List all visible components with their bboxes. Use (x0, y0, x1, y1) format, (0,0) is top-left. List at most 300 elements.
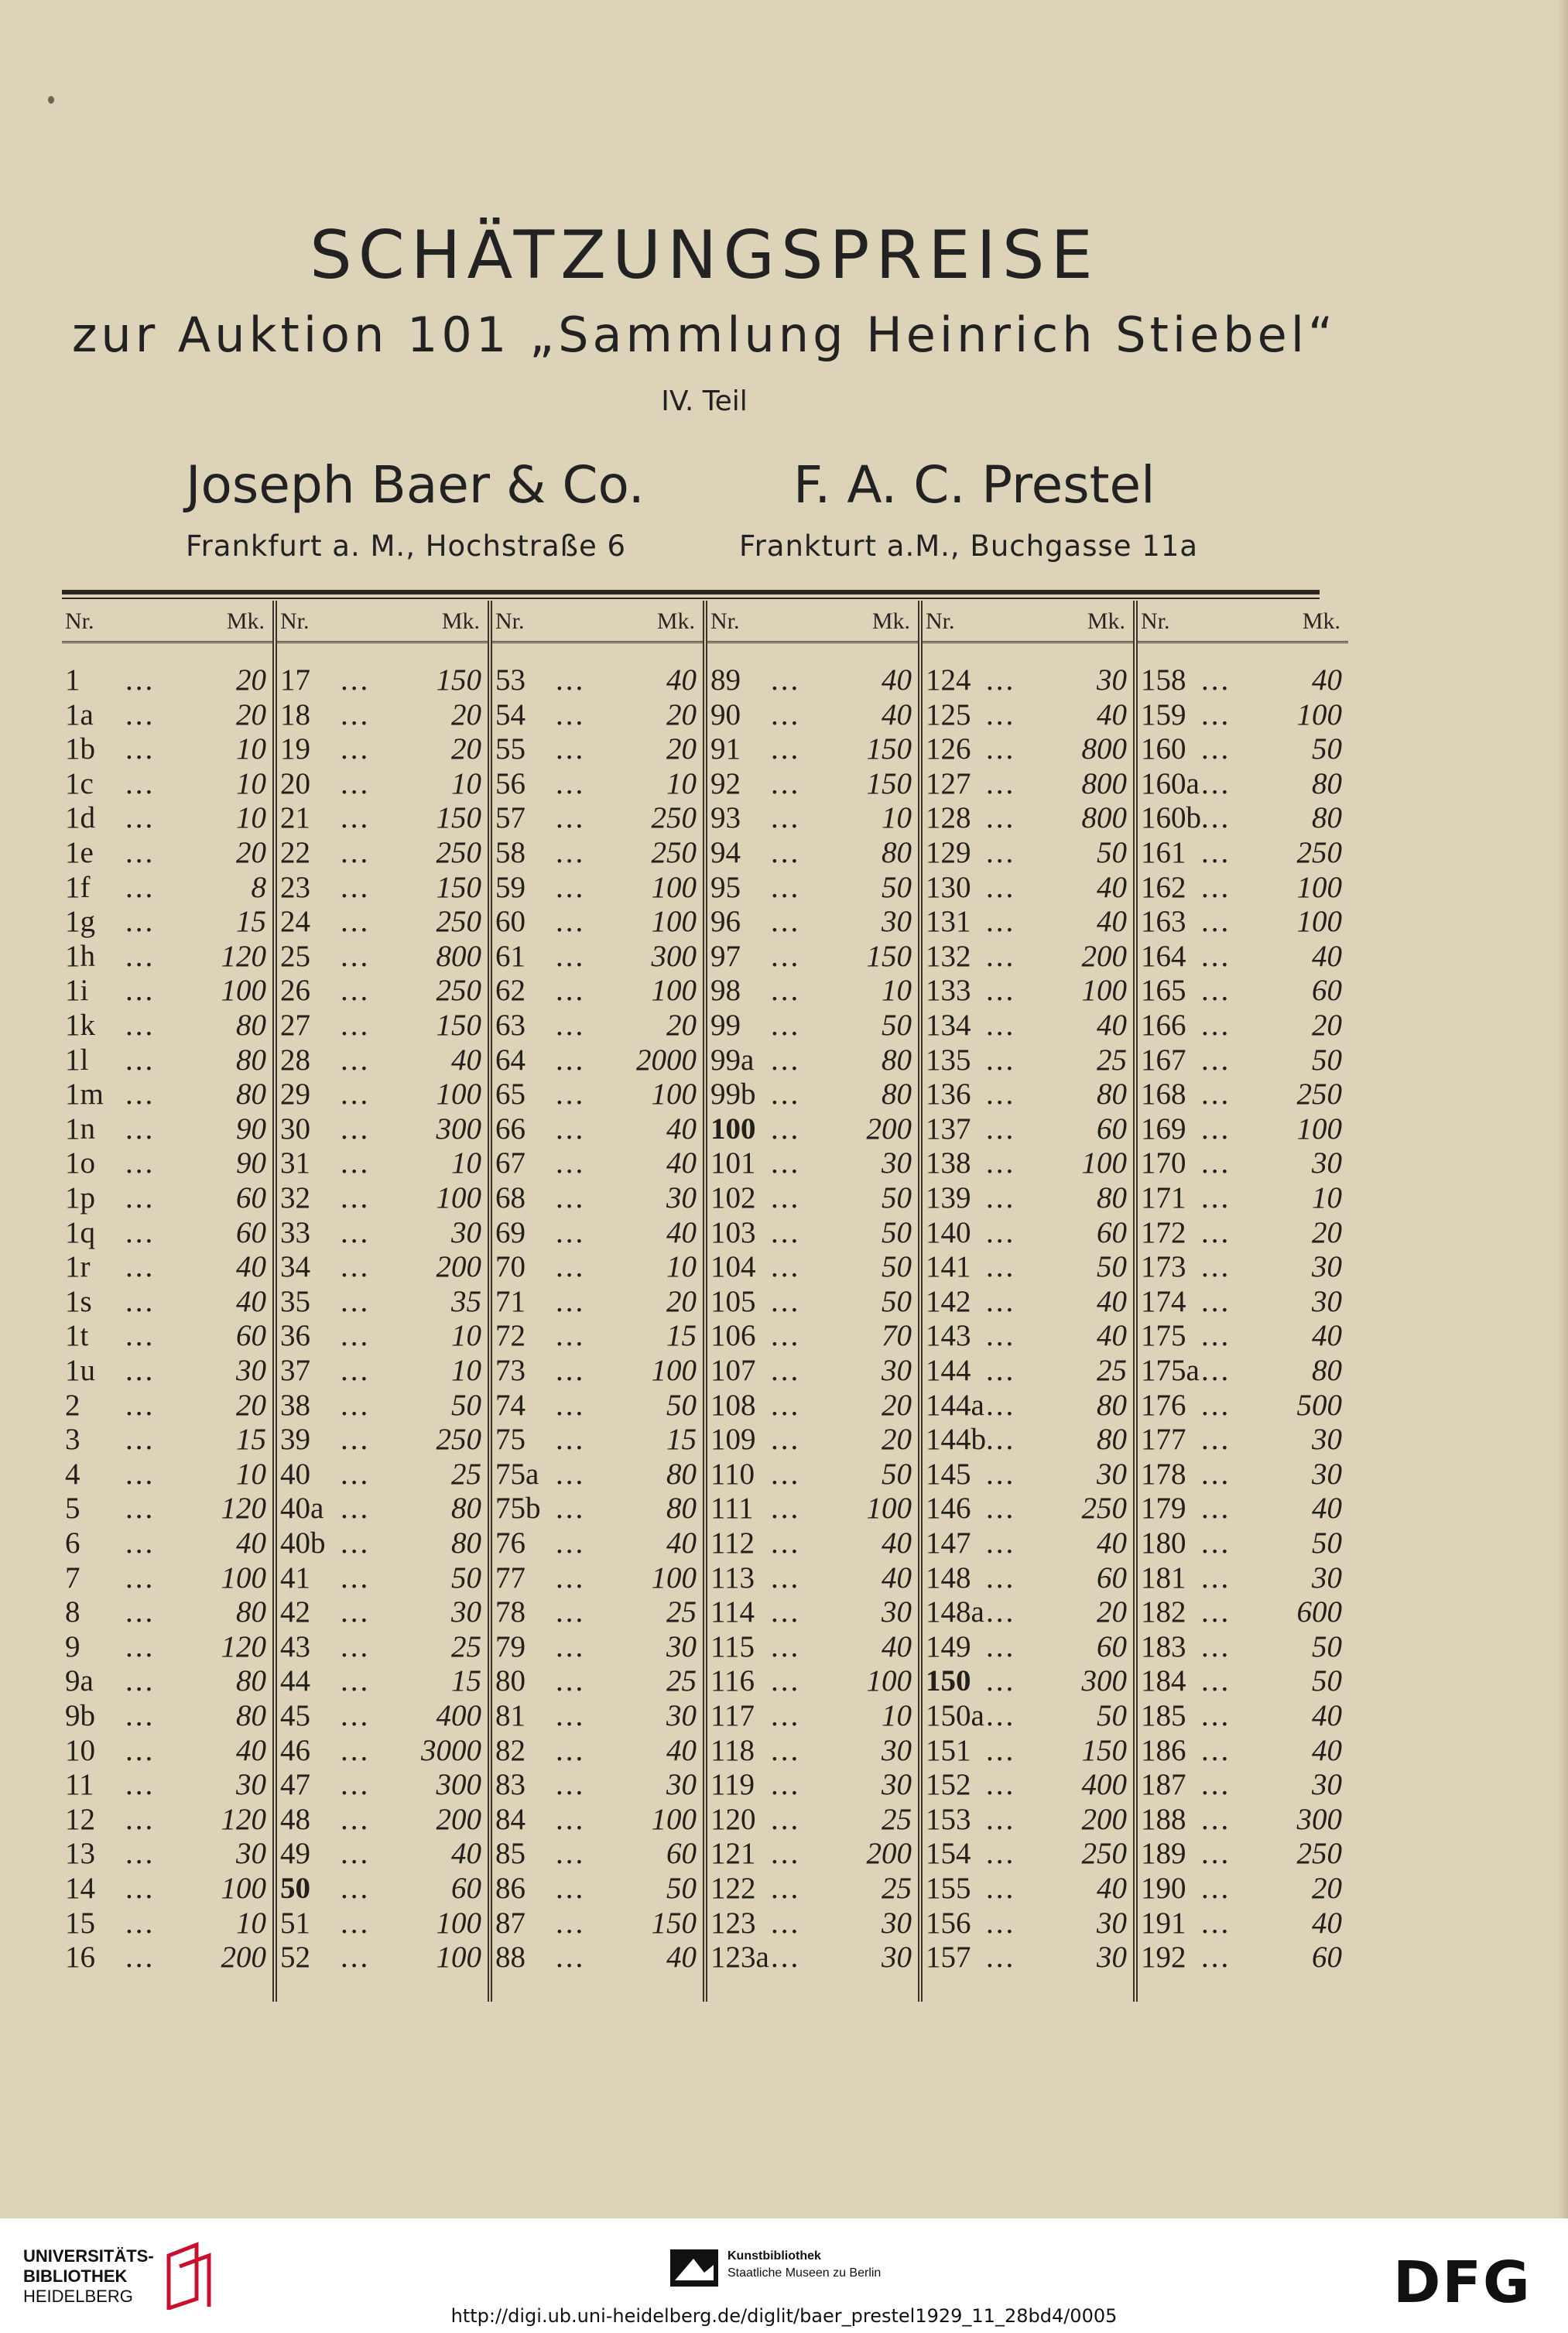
estimate-price: 250 (1296, 1077, 1342, 1112)
estimate-price: 50 (882, 1009, 912, 1042)
table-row (492, 939, 703, 973)
estimate-price: 40 (666, 1215, 697, 1249)
leader-dots: ... (771, 1802, 801, 1836)
table-row (1138, 1043, 1348, 1077)
leader-dots: ... (986, 1284, 1016, 1318)
lot-number: 1s (65, 1284, 92, 1318)
table-row (707, 1767, 918, 1801)
table-row (707, 1940, 918, 1974)
table-row (1138, 1560, 1348, 1595)
leader-dots: ... (341, 1215, 371, 1249)
leader-dots: ... (986, 1388, 1016, 1422)
estimate-price: 100 (436, 1077, 481, 1112)
table-row (277, 1526, 488, 1560)
table-row (707, 870, 918, 904)
estimate-price: 80 (1312, 1354, 1342, 1387)
leader-dots: ... (1201, 1837, 1231, 1871)
leader-dots: ... (556, 1009, 586, 1042)
estimate-price: 30 (882, 1906, 912, 1940)
leader-dots: ... (125, 1112, 156, 1146)
lot-number: 62 (495, 974, 526, 1008)
lot-number: 129 (926, 836, 971, 869)
table-row (923, 697, 1133, 731)
leader-dots: ... (986, 1802, 1016, 1836)
table-row (923, 1249, 1133, 1283)
lot-number: 136 (926, 1077, 971, 1112)
estimate-price: 10 (666, 766, 697, 800)
lot-number: 35 (280, 1284, 310, 1318)
leader-dots: ... (556, 1215, 586, 1249)
lot-number: 40 (280, 1457, 310, 1491)
table-row (923, 1871, 1133, 1905)
lot-number: 40b (280, 1526, 326, 1560)
table-row (492, 1180, 703, 1214)
estimate-price: 20 (1312, 1009, 1342, 1042)
estimate-price: 20 (236, 1388, 266, 1422)
lot-number: 153 (926, 1802, 971, 1836)
leader-dots: ... (125, 1423, 156, 1457)
estimate-price: 40 (1312, 1699, 1342, 1732)
lot-number: 40a (280, 1492, 324, 1526)
leader-dots: ... (341, 1423, 371, 1457)
leader-dots: ... (771, 1388, 801, 1422)
leader-dots: ... (771, 766, 801, 800)
leader-dots: ... (341, 1492, 371, 1526)
table-row (62, 973, 272, 1007)
estimate-price: 200 (1081, 1802, 1127, 1836)
leader-dots: ... (125, 870, 156, 904)
estimate-price: 150 (1081, 1733, 1127, 1767)
leader-dots: ... (771, 905, 801, 939)
lot-number: 163 (1141, 905, 1186, 939)
estimate-price: 80 (1312, 801, 1342, 835)
table-row (62, 1318, 272, 1352)
publisher-a-name: Joseph Baer & Co. (186, 455, 645, 515)
lot-number: 143 (926, 1319, 971, 1353)
estimate-price: 40 (1097, 1872, 1127, 1905)
leader-dots: ... (1201, 1941, 1231, 1975)
estimate-price: 40 (882, 697, 912, 731)
estimate-price: 500 (1296, 1388, 1342, 1422)
table-row (1138, 1491, 1348, 1525)
estimate-price: 50 (882, 1284, 912, 1318)
leader-dots: ... (125, 1872, 156, 1905)
lot-number: 107 (710, 1354, 756, 1387)
leader-dots: ... (1201, 1215, 1231, 1249)
lot-number: 150 (926, 1664, 971, 1698)
table-row (277, 1733, 488, 1767)
table-row (707, 835, 918, 869)
estimate-price: 20 (666, 697, 697, 731)
estimate-price: 100 (436, 1181, 481, 1214)
leader-dots: ... (1201, 1560, 1231, 1595)
lot-number: 18 (280, 697, 310, 731)
leader-dots: ... (125, 663, 156, 697)
estimate-price: 250 (1296, 836, 1342, 869)
table-row (707, 1663, 918, 1698)
lot-number: 69 (495, 1215, 526, 1249)
publisher-b-address: Frankturt a.M., Buchgasse 11a (739, 529, 1199, 563)
leader-dots: ... (341, 974, 371, 1008)
price-column-4 (707, 601, 918, 2002)
estimate-price: 300 (436, 1112, 481, 1146)
leader-dots: ... (771, 1629, 801, 1663)
estimate-price: 40 (236, 1250, 266, 1284)
lot-number: 9 (65, 1629, 80, 1663)
leader-dots: ... (986, 1560, 1016, 1595)
table-row (923, 1629, 1133, 1663)
table-row (923, 1353, 1133, 1387)
lot-number: 7 (65, 1560, 80, 1595)
leader-dots: ... (341, 1872, 371, 1905)
table-row (62, 1215, 272, 1249)
lot-number: 66 (495, 1112, 526, 1146)
leader-dots: ... (341, 732, 371, 766)
estimate-price: 400 (1081, 1768, 1127, 1802)
lot-number: 3 (65, 1423, 80, 1457)
leader-dots: ... (986, 1457, 1016, 1491)
lot-number: 30 (280, 1112, 310, 1146)
header-nr: Nr. (710, 608, 740, 634)
estimate-price: 150 (436, 801, 481, 835)
estimate-price: 150 (436, 870, 481, 904)
table-row (492, 1146, 703, 1180)
table-row (1138, 1733, 1348, 1767)
lot-number: 166 (1141, 1009, 1186, 1042)
table-row (1138, 1871, 1348, 1905)
table-row (277, 1215, 488, 1249)
leader-dots: ... (771, 1043, 801, 1077)
leader-dots: ... (341, 1906, 371, 1940)
leader-dots: ... (125, 1526, 156, 1560)
table-row (277, 1595, 488, 1629)
lot-number: 50 (280, 1872, 310, 1905)
lot-number: 1m (65, 1077, 104, 1112)
leader-dots: ... (341, 1319, 371, 1353)
lot-number: 148a (926, 1595, 984, 1629)
table-row (62, 1940, 272, 1974)
lot-number: 42 (280, 1595, 310, 1629)
table-row (492, 1284, 703, 1318)
table-row (492, 1112, 703, 1146)
leader-dots: ... (341, 1560, 371, 1595)
leader-dots: ... (771, 1768, 801, 1802)
lot-number: 15 (65, 1906, 95, 1940)
leader-dots: ... (1201, 1457, 1231, 1491)
table-row (1138, 766, 1348, 800)
lot-number: 27 (280, 1009, 310, 1042)
table-row (277, 1663, 488, 1698)
estimate-price: 30 (666, 1629, 697, 1663)
leader-dots: ... (1201, 1423, 1231, 1457)
table-row (62, 1112, 272, 1146)
estimate-price: 10 (882, 1699, 912, 1732)
estimate-price: 30 (882, 905, 912, 939)
estimate-price: 400 (436, 1699, 481, 1732)
leader-dots: ... (125, 836, 156, 869)
lot-number: 145 (926, 1457, 971, 1491)
estimate-price: 120 (221, 939, 266, 973)
estimate-price: 30 (882, 1354, 912, 1387)
estimate-price: 50 (882, 1457, 912, 1491)
estimate-price: 250 (1081, 1492, 1127, 1526)
estimate-price: 40 (1312, 1319, 1342, 1353)
leader-dots: ... (125, 801, 156, 835)
estimate-price: 100 (221, 1560, 266, 1595)
table-row (277, 1146, 488, 1180)
estimate-price: 40 (1097, 1009, 1127, 1042)
leader-dots: ... (771, 1077, 801, 1112)
leader-dots: ... (125, 1560, 156, 1595)
estimate-price: 10 (1312, 1181, 1342, 1214)
estimate-price: 30 (451, 1595, 481, 1629)
leader-dots: ... (986, 905, 1016, 939)
table-row (1138, 1457, 1348, 1491)
table-row (62, 835, 272, 869)
leader-dots: ... (986, 1043, 1016, 1077)
lot-number: 127 (926, 766, 971, 800)
leader-dots: ... (125, 1492, 156, 1526)
estimate-price: 30 (1312, 1457, 1342, 1491)
lot-number: 95 (710, 870, 741, 904)
leader-dots: ... (771, 1595, 801, 1629)
table-row (923, 1008, 1133, 1042)
lot-number: 115 (710, 1629, 755, 1663)
estimate-price: 20 (666, 732, 697, 766)
table-row (707, 1698, 918, 1732)
table-row (923, 1802, 1133, 1836)
publisher-b-name: F. A. C. Prestel (793, 455, 1155, 515)
leader-dots: ... (125, 939, 156, 973)
lot-number: 1a (65, 697, 94, 731)
lot-number: 140 (926, 1215, 971, 1249)
lot-number: 79 (495, 1629, 526, 1663)
lot-number: 52 (280, 1941, 310, 1975)
table-row (1138, 1388, 1348, 1422)
estimate-price: 40 (1097, 870, 1127, 904)
lot-number: 1u (65, 1354, 95, 1387)
table-row (492, 766, 703, 800)
leader-dots: ... (556, 1768, 586, 1802)
column-header (62, 601, 272, 643)
lot-number: 132 (926, 939, 971, 973)
table-row (62, 1180, 272, 1214)
table-row (277, 1560, 488, 1595)
leader-dots: ... (125, 732, 156, 766)
lot-number: 13 (65, 1837, 95, 1871)
lot-number: 20 (280, 766, 310, 800)
lot-number: 64 (495, 1043, 526, 1077)
estimate-price: 150 (866, 732, 912, 766)
leader-dots: ... (556, 1664, 586, 1698)
lot-number: 161 (1141, 836, 1186, 869)
kb-name: Kunstbibliothek (728, 2249, 821, 2263)
table-row (923, 1733, 1133, 1767)
leader-dots: ... (771, 1699, 801, 1732)
lot-number: 178 (1141, 1457, 1186, 1491)
leader-dots: ... (556, 1319, 586, 1353)
table-row (707, 1249, 918, 1283)
lot-number: 184 (1141, 1664, 1186, 1698)
table-row (492, 731, 703, 766)
lot-number: 26 (280, 974, 310, 1008)
estimate-price: 20 (451, 732, 481, 766)
estimate-price: 250 (436, 905, 481, 939)
estimate-price: 150 (866, 766, 912, 800)
leader-dots: ... (1201, 1319, 1231, 1353)
table-row (62, 731, 272, 766)
leader-dots: ... (986, 870, 1016, 904)
lot-number: 1p (65, 1181, 95, 1214)
lot-number: 183 (1141, 1629, 1186, 1663)
lot-number: 75a (495, 1457, 539, 1491)
table-row (62, 1457, 272, 1491)
leader-dots: ... (556, 1354, 586, 1387)
estimate-price: 800 (1081, 732, 1127, 766)
leader-dots: ... (771, 939, 801, 973)
lot-number: 76 (495, 1526, 526, 1560)
table-row (923, 731, 1133, 766)
leader-dots: ... (341, 1837, 371, 1871)
leader-dots: ... (125, 1768, 156, 1802)
lot-number: 49 (280, 1837, 310, 1871)
table-row (923, 1526, 1133, 1560)
estimate-price: 120 (221, 1629, 266, 1663)
table-row (707, 800, 918, 834)
leader-dots: ... (1201, 1699, 1231, 1732)
leader-dots: ... (986, 1492, 1016, 1526)
table-row (492, 1767, 703, 1801)
lot-number: 22 (280, 836, 310, 869)
leader-dots: ... (1201, 732, 1231, 766)
leader-dots: ... (556, 1941, 586, 1975)
table-row (1138, 697, 1348, 731)
estimate-price: 30 (1097, 1457, 1127, 1491)
leader-dots: ... (986, 1181, 1016, 1214)
table-row (492, 1457, 703, 1491)
leader-dots: ... (1201, 697, 1231, 731)
estimate-price: 80 (451, 1526, 481, 1560)
table-row (1138, 800, 1348, 834)
lot-number: 54 (495, 697, 526, 731)
lot-number: 103 (710, 1215, 756, 1249)
estimate-price: 200 (1081, 939, 1127, 973)
estimate-price: 90 (236, 1112, 266, 1146)
leader-dots: ... (986, 766, 1016, 800)
lot-number: 89 (710, 663, 741, 697)
estimate-price: 80 (1097, 1423, 1127, 1457)
table-row (492, 800, 703, 834)
table-row (923, 1112, 1133, 1146)
table-row (277, 1284, 488, 1318)
lot-number: 121 (710, 1837, 756, 1871)
lot-number: 28 (280, 1043, 310, 1077)
table-row (707, 1733, 918, 1767)
estimate-price: 80 (1097, 1388, 1127, 1422)
leader-dots: ... (1201, 1802, 1231, 1836)
leader-dots: ... (771, 1526, 801, 1560)
estimate-price: 30 (1312, 1560, 1342, 1595)
lot-number: 1n (65, 1112, 95, 1146)
lot-number: 86 (495, 1872, 526, 1905)
leader-dots: ... (341, 1284, 371, 1318)
lot-number: 101 (710, 1146, 756, 1180)
leader-dots: ... (1201, 1388, 1231, 1422)
table-row (707, 1008, 918, 1042)
estimate-price: 30 (1312, 1423, 1342, 1457)
leader-dots: ... (556, 697, 586, 731)
table-row (1138, 1663, 1348, 1698)
estimate-price: 800 (436, 939, 481, 973)
estimate-price: 40 (1312, 1906, 1342, 1940)
table-row (62, 1802, 272, 1836)
estimate-price: 10 (451, 766, 481, 800)
source-url-link[interactable]: http://digi.ub.uni-heidelberg.de/diglit/baer_prestel1929_11_28bd4/0005 (450, 2305, 1118, 2327)
lot-number: 1h (65, 939, 95, 973)
table-row (707, 1043, 918, 1077)
lot-number: 118 (710, 1733, 755, 1767)
lot-number: 94 (710, 836, 741, 869)
table-row (62, 1388, 272, 1422)
estimate-price: 50 (666, 1872, 697, 1905)
estimate-price: 120 (221, 1802, 266, 1836)
leader-dots: ... (771, 1906, 801, 1940)
table-row (62, 870, 272, 904)
estimate-price: 800 (1081, 801, 1127, 835)
lot-number: 139 (926, 1181, 971, 1214)
table-row (492, 1353, 703, 1387)
estimate-price: 150 (436, 663, 481, 697)
leader-dots: ... (556, 974, 586, 1008)
lot-number: 1 (65, 663, 80, 697)
lot-number: 78 (495, 1595, 526, 1629)
estimate-price: 40 (451, 1837, 481, 1871)
table-row (1138, 1836, 1348, 1870)
leader-dots: ... (1201, 801, 1231, 835)
leader-dots: ... (556, 1250, 586, 1284)
leader-dots: ... (125, 1629, 156, 1663)
leader-dots: ... (771, 1457, 801, 1491)
lot-number: 85 (495, 1837, 526, 1871)
lot-number: 1b (65, 732, 95, 766)
leader-dots: ... (771, 1492, 801, 1526)
lot-number: 57 (495, 801, 526, 835)
kb-subtitle: Staatliche Museen zu Berlin (728, 2266, 882, 2280)
leader-dots: ... (986, 1941, 1016, 1975)
lot-number: 156 (926, 1906, 971, 1940)
leader-dots: ... (986, 732, 1016, 766)
lot-number: 123a (710, 1941, 769, 1975)
lot-number: 134 (926, 1009, 971, 1042)
leader-dots: ... (125, 1699, 156, 1732)
table-row (62, 1836, 272, 1870)
leader-dots: ... (1201, 870, 1231, 904)
lot-number: 122 (710, 1872, 756, 1905)
table-row (1138, 1629, 1348, 1663)
leader-dots: ... (986, 939, 1016, 973)
leader-dots: ... (771, 1215, 801, 1249)
estimate-price: 3000 (421, 1733, 481, 1767)
estimate-price: 100 (651, 1802, 697, 1836)
table-row (62, 1767, 272, 1801)
estimate-price: 40 (1312, 1733, 1342, 1767)
leader-dots: ... (125, 1664, 156, 1698)
lot-number: 117 (710, 1699, 755, 1732)
lot-number: 55 (495, 732, 526, 766)
lot-number: 1o (65, 1146, 95, 1180)
lot-number: 182 (1141, 1595, 1186, 1629)
leader-dots: ... (771, 801, 801, 835)
